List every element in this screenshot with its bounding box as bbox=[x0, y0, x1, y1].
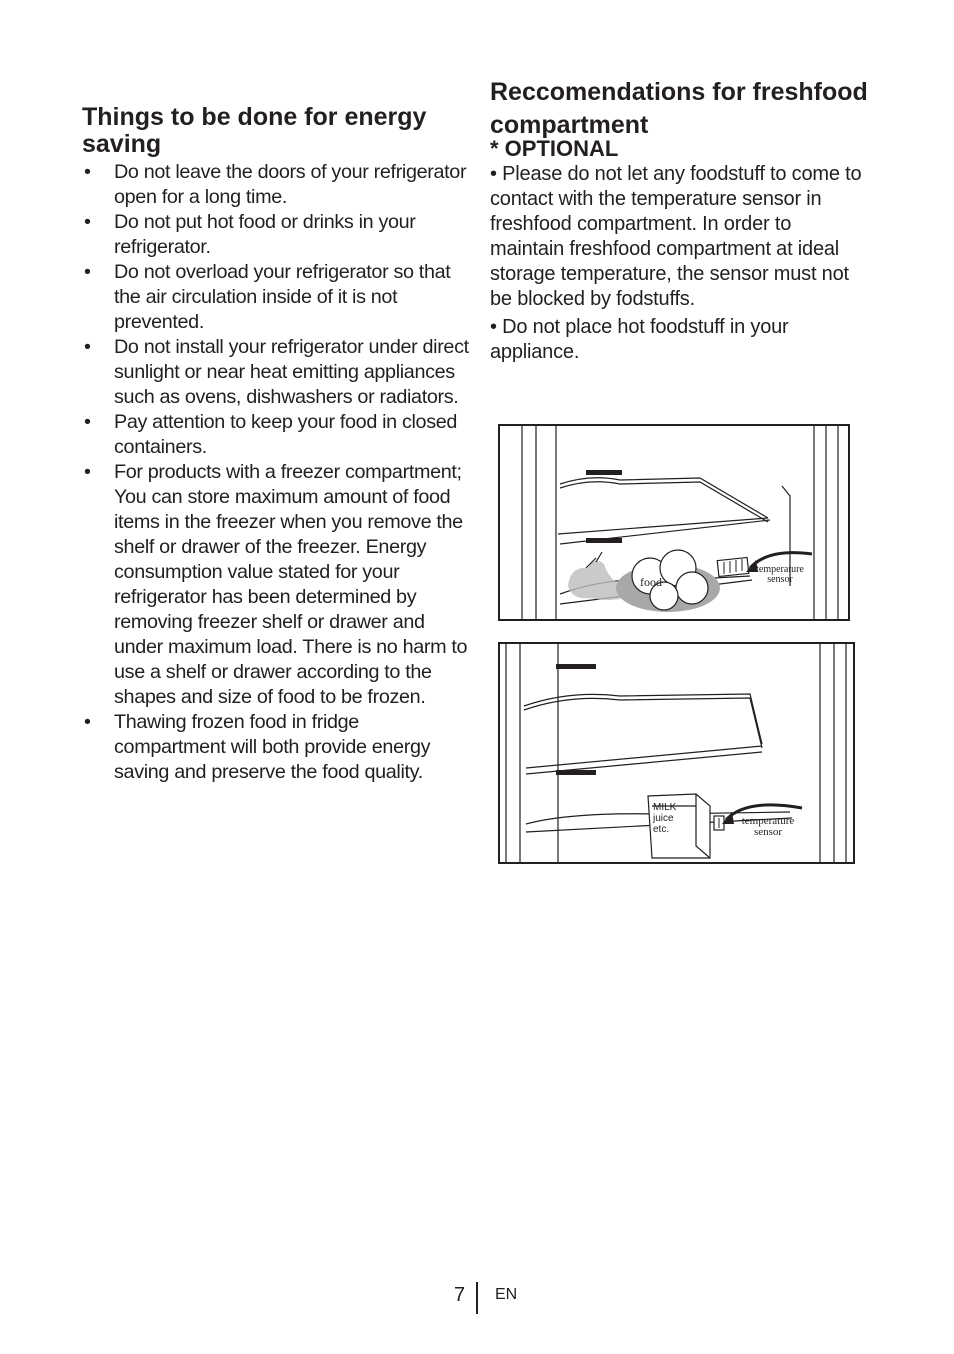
fridge-food-illustration bbox=[498, 424, 850, 621]
carton-label-line3: etc. bbox=[653, 824, 670, 835]
list-item: • For products with a freezer compartment; You can store maximum amount of food items in the freezer when you remove the shelf or drawer of the freezer. Energy consumption value stated for your refrigerator has been determined by removing freezer shelf or drawer and under maximum load. There is no harm to use a shelf or drawer according to the shapes and size of food to be frozen. bbox=[82, 460, 472, 710]
sensor-label-line2: sensor bbox=[753, 826, 783, 838]
food-label: food bbox=[640, 575, 662, 589]
energy-saving-section bbox=[82, 104, 472, 785]
sensor-label-line1: temperature bbox=[741, 815, 795, 827]
fridge-interior-drawing-2 bbox=[500, 644, 853, 862]
sensor-paragraph: • Please do not let any foodstuff to come to contact with the temperature sensor in freshfood compartment. In order to maintain freshfood compartment at ideal storage temperature, the sensor must not be blocked by fodstuffs. bbox=[490, 163, 862, 310]
page-number: 7 bbox=[454, 1284, 466, 1306]
freshfood-heading: Reccomendations for freshfood compartment bbox=[490, 78, 868, 139]
language-code: EN bbox=[495, 1286, 518, 1303]
list-item: • Do not overload your refrigerator so that the air circulation inside of it is not prevented. bbox=[82, 260, 472, 335]
list-item: • Pay attention to keep your food in closed containers. bbox=[82, 410, 472, 460]
carton-label-line2: juice bbox=[653, 813, 674, 824]
freshfood-section bbox=[490, 76, 870, 365]
list-item: • Do not put hot food or drinks in your refrigerator. bbox=[82, 210, 472, 260]
carton-label-line1: MILK bbox=[653, 802, 677, 813]
footer-divider bbox=[476, 1282, 478, 1314]
list-item: • Do not leave the doors of your refrigerator open for a long time. bbox=[82, 160, 472, 210]
energy-saving-heading: Things to be done for energy saving bbox=[82, 103, 427, 158]
hot-food-paragraph: • Do not place hot foodstuff in your appliance. bbox=[490, 316, 789, 363]
fridge-interior-drawing bbox=[500, 426, 848, 619]
sensor-label-line1: temperature bbox=[756, 564, 804, 575]
optional-label: * OPTIONAL bbox=[490, 136, 619, 161]
sensor-label-line2: sensor bbox=[767, 574, 793, 585]
list-item: • Thawing frozen food in fridge compartment will both provide energy saving and preserve the food quality. bbox=[82, 710, 472, 785]
list-item: • Do not install your refrigerator under direct sunlight or near heat emitting appliances such as ovens, dishwashers or radiators. bbox=[82, 335, 472, 410]
fridge-carton-illustration bbox=[498, 642, 855, 864]
energy-saving-list bbox=[82, 160, 472, 785]
